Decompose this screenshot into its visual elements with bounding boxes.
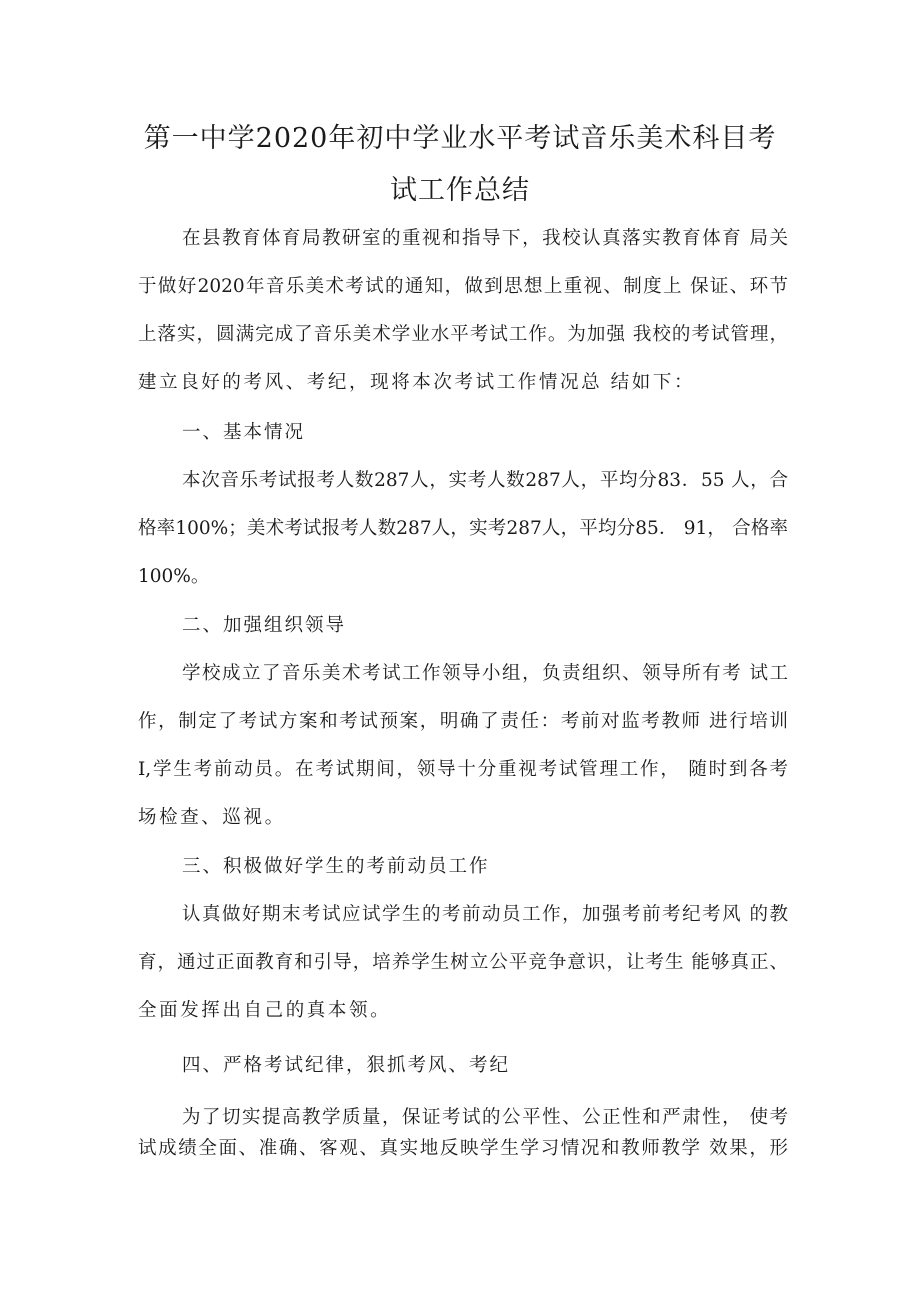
paragraph-line: 在县教育体育局教研室的重视和指导下，我校认真落实教育体育 局关 [182, 228, 788, 249]
paragraph-line: I,学生考前动员。在考试期间，领导十分重视考试管理工作， 随时到各考 [138, 759, 788, 780]
paragraph-line: 学校成立了音乐美术考试工作领导小组，负责组织、领导所有考 试工 [182, 663, 788, 684]
paragraph-line: 育，通过正面教育和引导，培养学生树立公平竞争意识，让考生 能够真正、 [138, 952, 788, 973]
section-heading: 四、严格考试纪律，狠抓考风、考纪 [182, 1055, 511, 1076]
document-title-line-1: 第一中学2020年初中学业水平考试音乐美术科目考 [143, 123, 777, 154]
paragraph-line: 上落实，圆满完成了音乐美术学业水平考试工作。为加强 我校的考试管理， [138, 324, 788, 345]
section-heading: 三、积极做好学生的考前动员工作 [182, 856, 490, 877]
paragraph-line: 场检查、巡视。 [138, 807, 286, 828]
paragraph-line: 作，制定了考试方案和考试预案，明确了责任：考前对监考教师 进行培训 [138, 711, 788, 732]
paragraph-line: 格率100%；美术考试报考人数287人，实考287人，平均分85． 91， 合格率 [138, 518, 788, 539]
section-heading: 一、基本情况 [182, 422, 306, 443]
paragraph-line: 试成绩全面、准确、客观、真实地反映学生学习情况和教师教学 效果，形 [138, 1138, 788, 1159]
paragraph-line: 认真做好期末考试应试学生的考前动员工作，加强考前考纪考风 的教 [182, 904, 788, 925]
paragraph-line: 本次音乐考试报考人数287人，实考人数287人，平均分83．55 人，合 [182, 470, 788, 491]
section-heading: 二、加强组织领导 [182, 615, 347, 636]
paragraph-line: 建立良好的考风、考纪，现将本次考试工作情况总 结如下： [138, 372, 696, 393]
paragraph-line: 全面发挥出自己的真本领。 [138, 1000, 392, 1021]
paragraph-line: 于做好2020年音乐美术考试的通知，做到思想上重视、制度上 保证、环节 [138, 276, 788, 297]
paragraph-line: 为了切实提高教学质量，保证考试的公平性、公正性和严肃性， 使考 [182, 1107, 788, 1128]
paragraph-line: 100%。 [138, 566, 210, 587]
document-title-line-2: 试工作总结 [390, 175, 530, 206]
